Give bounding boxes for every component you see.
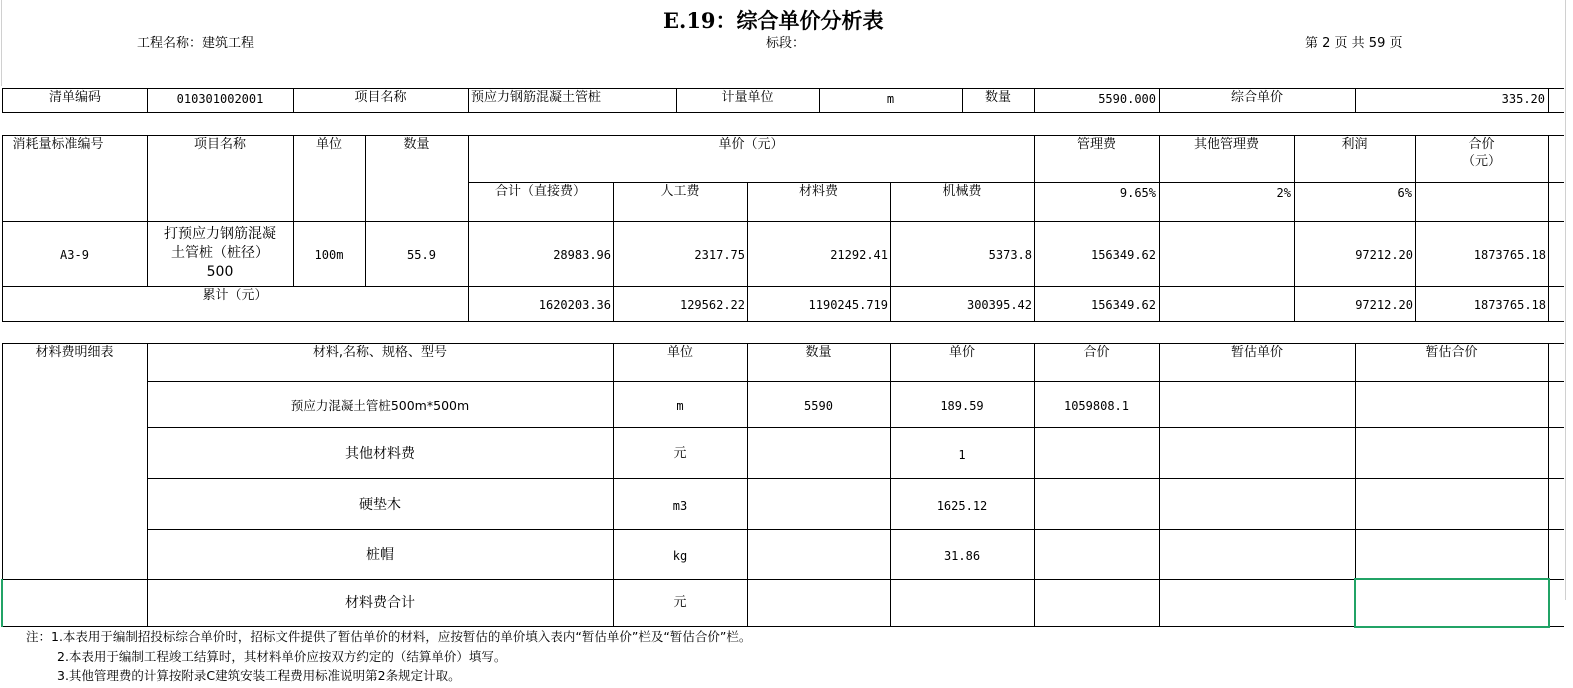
hdr-mgmt-fee: 管理费 bbox=[1076, 137, 1116, 152]
page-info: 第 2 页 共 59 页 bbox=[1305, 36, 1403, 51]
mat-row-price: 1 bbox=[958, 448, 966, 462]
row-code: A3-9 bbox=[60, 248, 89, 262]
name-label: 项目名称 bbox=[354, 90, 407, 105]
row-mgmt: 156349.62 bbox=[1090, 248, 1156, 262]
row-name-line1: 打预应力钢筋混凝 bbox=[164, 226, 276, 242]
mat-row-name: 其他材料费 bbox=[345, 446, 415, 462]
name-value: 预应力钢筋混凝土管桩 bbox=[471, 90, 602, 105]
row-material: 21292.41 bbox=[830, 248, 888, 262]
mat-sum-label: 材料费合计 bbox=[345, 595, 415, 611]
cum-machine: 300395.42 bbox=[966, 298, 1032, 312]
profit-rate: 6% bbox=[1397, 186, 1412, 200]
mat-hdr-label: 材料费明细表 bbox=[35, 345, 114, 360]
other-mgmt-rate: 2% bbox=[1276, 186, 1291, 200]
row-profit: 97212.20 bbox=[1355, 248, 1413, 262]
hdr-unit: 单位 bbox=[315, 137, 342, 152]
mat-row-unit: m3 bbox=[672, 499, 688, 513]
row-qty: 55.9 bbox=[407, 248, 436, 262]
code-value: 010301002001 bbox=[176, 92, 264, 106]
section-label: 标段： bbox=[766, 36, 806, 51]
unit-label: 计量单位 bbox=[721, 90, 774, 105]
hdr-item-name: 项目名称 bbox=[193, 137, 246, 152]
page-title: E.19：综合单价分析表 bbox=[663, 8, 884, 33]
note-1: 注：1.本表用于编制招投标综合单价时，招标文件提供了暂估单价的材料，应按暂估的单价填入表内“暂估单价”栏及“暂估合价”栏。 bbox=[26, 629, 752, 644]
mat-row-name: 预应力混凝土管桩500m*500m bbox=[290, 398, 470, 413]
row-labor: 2317.75 bbox=[694, 248, 745, 262]
mat-hdr-est-price: 暂估单价 bbox=[1230, 345, 1283, 360]
hdr-other-mgmt-fee: 其他管理费 bbox=[1193, 137, 1259, 152]
hdr-total-line2: （元） bbox=[1461, 154, 1501, 169]
mat-row-price: 1625.12 bbox=[936, 499, 988, 513]
cum-material: 1190245.719 bbox=[808, 298, 888, 312]
selected-cell-est-total[interactable] bbox=[1354, 578, 1550, 628]
mat-row-name: 硬垫木 bbox=[359, 497, 401, 513]
row-name-line2: 土管桩（桩径） bbox=[171, 245, 269, 261]
mat-row-unit: m bbox=[676, 399, 684, 413]
cum-direct: 1620203.36 bbox=[538, 298, 611, 312]
mat-hdr-est-total: 暂估合价 bbox=[1425, 345, 1478, 360]
cumulative-label: 累计（元） bbox=[202, 288, 268, 303]
selected-cell-a[interactable] bbox=[1, 579, 5, 627]
unit-value: m bbox=[886, 92, 895, 106]
hdr-unit-price: 单价（元） bbox=[718, 137, 784, 152]
hdr-total-line1: 合价 bbox=[1468, 137, 1495, 152]
cum-total: 1873765.18 bbox=[1473, 298, 1546, 312]
mat-row-name: 桩帽 bbox=[366, 547, 394, 563]
project-name: 工程名称：建筑工程 bbox=[137, 36, 255, 51]
mat-hdr-price: 单价 bbox=[948, 345, 975, 360]
mat-hdr-name: 材料,名称、规格、型号 bbox=[312, 345, 448, 360]
code-label: 清单编码 bbox=[48, 90, 101, 105]
row-direct: 28983.96 bbox=[553, 248, 611, 262]
hdr-profit: 利润 bbox=[1341, 137, 1368, 152]
cum-mgmt: 156349.62 bbox=[1090, 298, 1156, 312]
qty-label: 数量 bbox=[984, 90, 1011, 105]
mgmt-rate: 9.65% bbox=[1119, 186, 1156, 200]
hdr-material: 材料费 bbox=[798, 184, 838, 199]
mat-row-price: 31.86 bbox=[943, 549, 981, 563]
mat-hdr-unit: 单位 bbox=[666, 345, 693, 360]
mat-row-qty: 5590 bbox=[804, 399, 833, 413]
row-machine: 5373.8 bbox=[988, 248, 1032, 262]
price-value: 335.20 bbox=[1501, 92, 1545, 106]
price-label: 综合单价 bbox=[1230, 90, 1283, 105]
note-3: 3.其他管理费的计算按附录C建筑安装工程费用标准说明第2条规定计取。 bbox=[57, 668, 461, 683]
qty-value: 5590.000 bbox=[1098, 92, 1156, 106]
hdr-qty: 数量 bbox=[403, 137, 430, 152]
mat-row-total: 1059808.1 bbox=[1063, 399, 1130, 413]
hdr-machine: 机械费 bbox=[942, 184, 982, 199]
hdr-labor: 人工费 bbox=[660, 184, 700, 199]
hdr-std-code: 消耗量标准编号 bbox=[12, 137, 104, 152]
mat-row-unit: 元 bbox=[673, 446, 687, 461]
row-unit: 100m bbox=[314, 248, 344, 262]
mat-hdr-total: 合价 bbox=[1083, 345, 1110, 360]
mat-row-unit: kg bbox=[672, 549, 688, 563]
mat-row-price: 189.59 bbox=[940, 399, 984, 413]
hdr-direct-total: 合计（直接费） bbox=[494, 184, 586, 199]
note-2: 2.本表用于编制工程竣工结算时，其材料单价应按双方约定的（结算单价）填写。 bbox=[57, 649, 507, 664]
row-total: 1873765.18 bbox=[1473, 248, 1546, 262]
row-name-line3: 500 bbox=[206, 264, 234, 280]
mat-sum-unit: 元 bbox=[673, 595, 687, 610]
cum-profit: 97212.20 bbox=[1355, 298, 1413, 312]
cum-labor: 129562.22 bbox=[679, 298, 745, 312]
mat-hdr-qty: 数量 bbox=[805, 345, 832, 360]
